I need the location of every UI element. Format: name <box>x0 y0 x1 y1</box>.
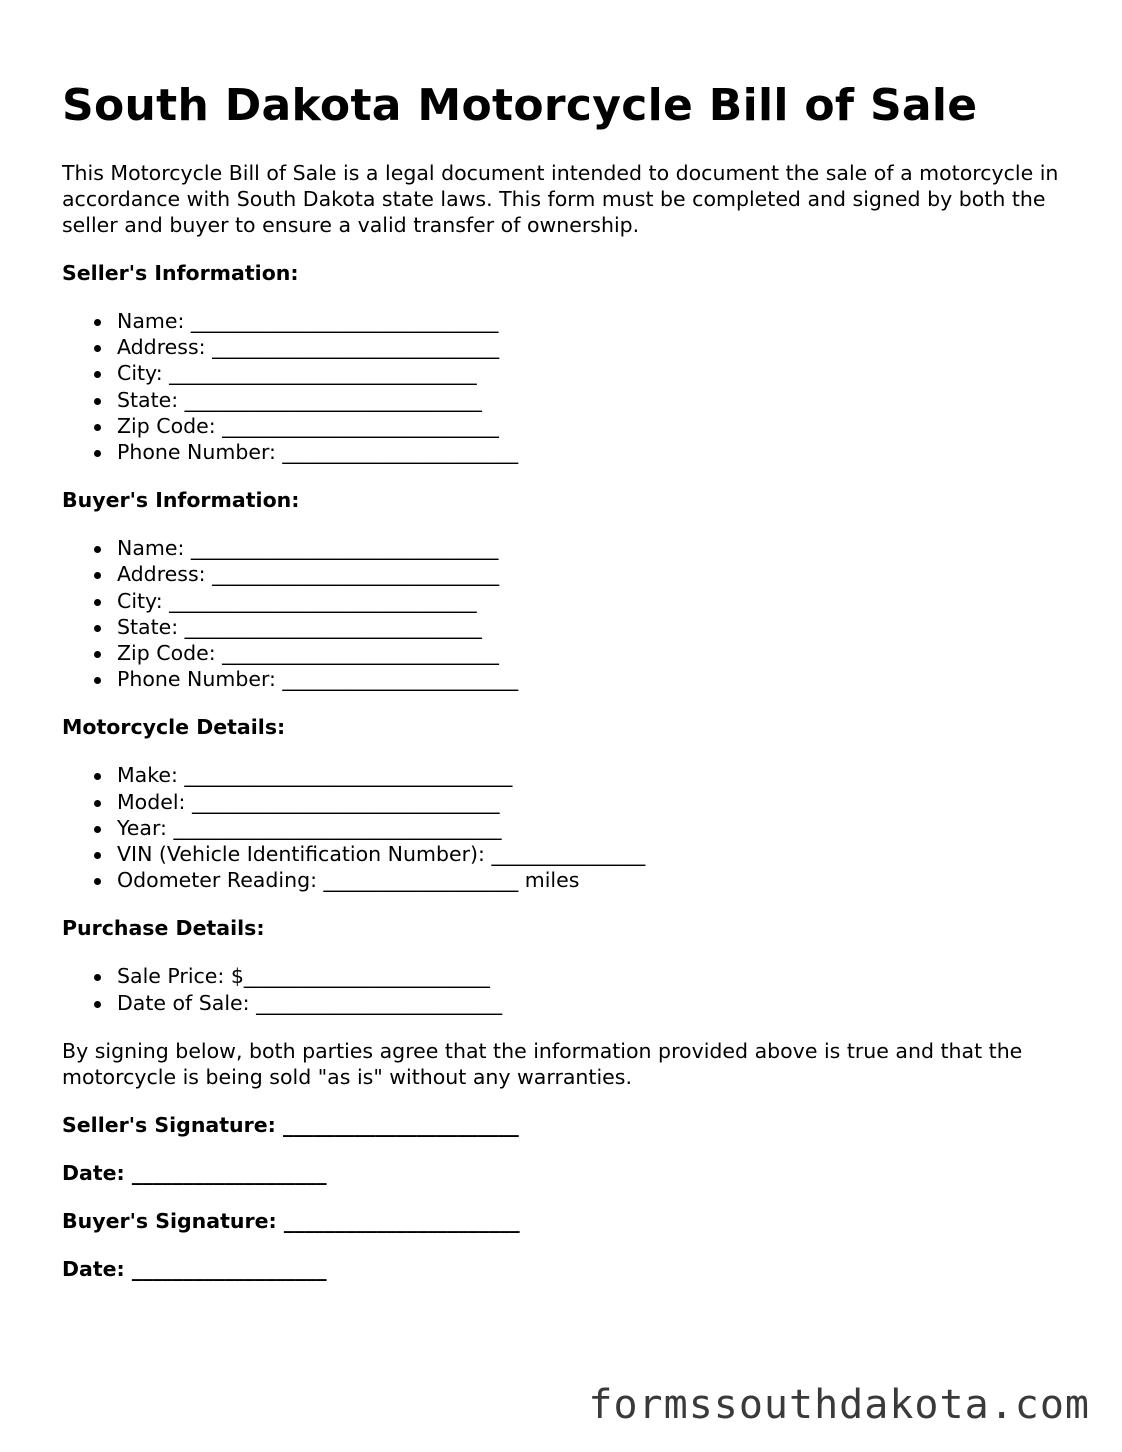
motorcycle-fields-list <box>62 762 1072 893</box>
buyer-phone-field: Phone Number: _______________________ <box>117 666 1072 692</box>
motorcycle-year-field: Year: ________________________________ <box>117 815 1072 841</box>
sale-price-field: Sale Price: $________________________ <box>117 963 1072 989</box>
seller-address-field: Address: ____________________________ <box>117 334 1072 360</box>
motorcycle-vin-field: VIN (Vehicle Identification Number): _______________ <box>117 841 1072 867</box>
purchase-fields-list <box>62 963 1072 1015</box>
date-of-sale-field: Date of Sale: ________________________ <box>117 990 1072 1016</box>
seller-info-heading: Seller's Information: <box>62 261 299 285</box>
buyer-address-field: Address: ____________________________ <box>117 561 1072 587</box>
seller-phone-field: Phone Number: _______________________ <box>117 439 1072 465</box>
buyer-city-field: City: ______________________________ <box>117 588 1072 614</box>
seller-fields-list <box>62 308 1072 465</box>
site-watermark: formssouthdakota.com <box>588 1382 1090 1428</box>
motorcycle-make-field: Make: ________________________________ <box>117 762 1072 788</box>
agreement-paragraph: By signing below, both parties agree that the information provided above is true and that the motorcycle is being sold "as is" without any warranties. <box>62 1038 1023 1089</box>
buyer-fields-list <box>62 535 1072 692</box>
seller-city-field: City: ______________________________ <box>117 360 1072 386</box>
motorcycle-details-heading: Motorcycle Details: <box>62 715 286 740</box>
seller-date-line: Date: ___________________ <box>62 1160 327 1185</box>
seller-name-field: Name: ______________________________ <box>117 308 1072 334</box>
buyer-state-field: State: _____________________________ <box>117 614 1072 640</box>
purchase-details-heading: Purchase Details: <box>62 916 265 941</box>
buyer-info-heading: Buyer's Information: <box>62 488 300 513</box>
seller-zip-field: Zip Code: ___________________________ <box>117 413 1072 439</box>
buyer-zip-field: Zip Code: ___________________________ <box>117 640 1072 666</box>
motorcycle-odometer-field: Odometer Reading: ___________________ miles <box>117 867 1072 893</box>
buyer-name-field: Name: ______________________________ <box>117 535 1072 561</box>
buyer-date-line: Date: ___________________ <box>62 1256 327 1281</box>
motorcycle-model-field: Model: ______________________________ <box>117 789 1072 815</box>
document-title: South Dakota Motorcycle Bill of Sale <box>62 80 978 131</box>
buyer-signature-line: Buyer's Signature: _______________________ <box>62 1208 520 1233</box>
seller-state-field: State: _____________________________ <box>117 387 1072 413</box>
seller-signature-line: Seller's Signature: _______________________ <box>62 1112 519 1137</box>
document-page <box>62 78 1072 1304</box>
intro-paragraph: This Motorcycle Bill of Sale is a legal document intended to document the sale of a motorcycle in accordance with South Dakota state laws. This form must be completed and signed by both the seller and buyer to ensure a valid transfer of ownership. <box>62 161 1059 237</box>
